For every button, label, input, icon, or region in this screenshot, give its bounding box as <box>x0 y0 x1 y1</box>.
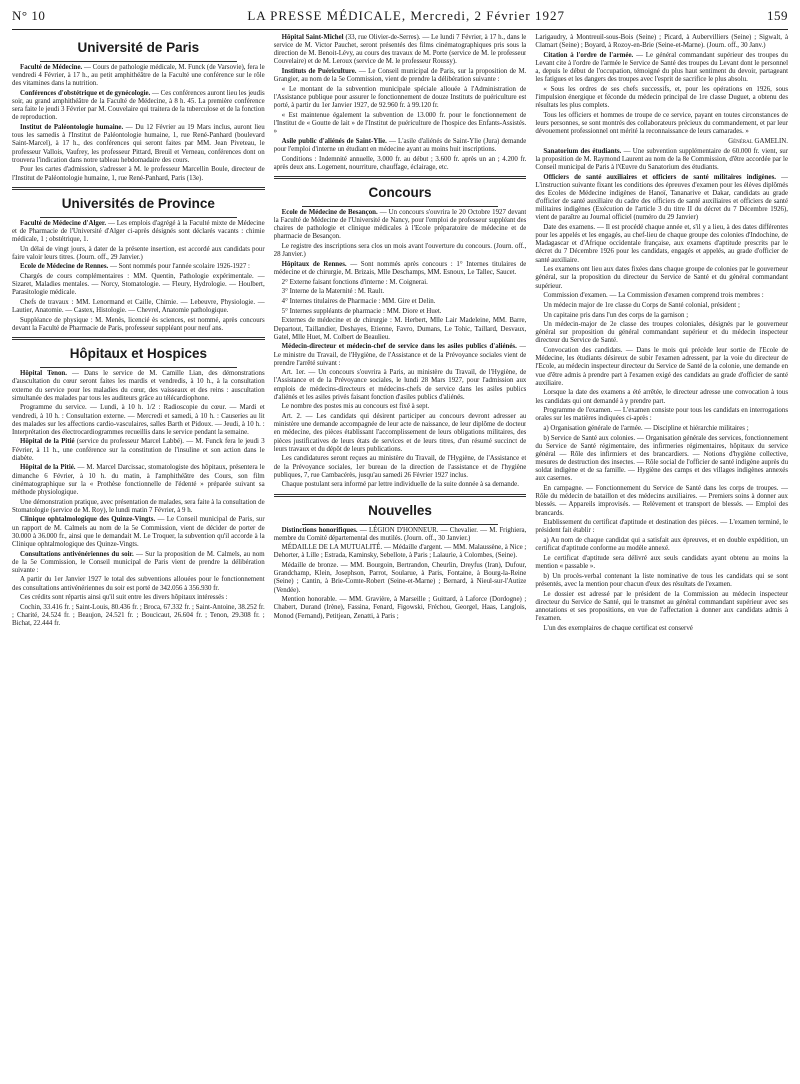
section-title-concours: Concours <box>368 185 432 200</box>
section-title-paris: Université de Paris <box>77 40 200 55</box>
item-text: — Ces conférences auront lieu les jeudis soir, au grand amphithéâtre de la Faculté de Médecine, à 8 h. 45. La première conférence sera faite le jeudi 3 Février par M. Couvelaire qui traitera de la tuberculose et de la fonction de reproduction. <box>12 89 265 122</box>
divider <box>274 494 527 497</box>
item-text: 2° Externe faisant fonctions d'interne : M. Coignerai. <box>281 278 428 286</box>
item-text: Art. 2. — Les candidats qui désirent participer au concours devront adresser au ministère une demande accompagnée de leur acte de naissance, de leur diplôme de docteur en médecine, des pièces établissant l'accomplissement de leurs obligations militaires, des pièces justificatives de leurs états de services et de leurs titres, d'un résumé succinct de leurs travaux et du dépôt de leurs publications. <box>273 413 527 453</box>
item-text: — Cours de pathologie médicale, M. Funck (de Varsovie), fera le vendredi 4 Février, à 17 h., au petit amphithéâtre de la Faculté une conférence sur le rôle des vitamines dans la nutrition. <box>12 64 265 88</box>
item-title: Conférences d'obstétrique et de gynécologie. <box>20 89 151 97</box>
item-text: — L'instruction suivante fixant les conditions des épreuves d'examen pour les élèves diplômés des Ecoles de Médecine indigènes de Hanoï, Tananarive et Dakar, candidats au grade d'officier de santé auxiliaire du cadre des officiers de santé auxiliaires et officiers de santé militaires indigènes (Exécution de l'article 3 du titre II du décret du 7 Décembre 1926), vient de paraître au Journal officiel (numéro du 29 Janvier) <box>535 173 789 222</box>
divider <box>40 367 237 368</box>
item-text: Une démonstration pratique, avec présentation de malades, sera faite à la consultation de Stomatologie (service de M. Roy), le lundi matin 7 Février, à 9 h. <box>12 498 265 514</box>
item-text: — LÉGION D'HONNEUR. — Chevalier. — M. Frighiera, membre du Comité départemental des mutilés. (Journ. off., 30 Janvier.) <box>273 526 527 542</box>
item-text: — L'asile d'aliénés de Saint-Ylie (Jura) demande pour l'emploi d'interne un étudiant en médecine ayant au moins huit inscriptions. <box>273 137 527 154</box>
journal-title: LA PRESSE MÉDICALE, Mercredi, 2 Février 1927 <box>247 8 566 23</box>
item-text: a) Organisation générale de l'armée. — Discipline et hiérarchie militaires ; <box>543 425 749 433</box>
item-text: Programme du service. — Lundi, à 10 h. 1/2 : Radioscopie du cœur. — Mardi et vendredi, à 10 h. : Consultation externe. — Mercredi et samedi, à 10 h. : Causeries au lit des malades sur les affections cardio-vasculaires, salles Barth et Pidoux. — Jeudi, à 10 h. : Interprétation des électrocardiogrammes recueillis dans le service pendant la semaine. <box>12 404 265 436</box>
item-title: Clinique ophtalmologique des Quinze-Vingts. <box>20 516 156 524</box>
item-text: Un médecin-major de 2e classe des troupes coloniales, désignés par le gouverneur général sur proposition du général commandant supérieur et du médecin inspecteur directeur du Service de Santé. <box>535 321 789 345</box>
column-1 <box>12 34 265 1084</box>
page-number: 159 <box>766 8 788 23</box>
divider <box>302 206 499 207</box>
section-title-hopitaux: Hôpitaux et Hospices <box>69 346 207 362</box>
item-text: Mention honorable. — MM. Gravière, à Marseille ; Guittard, à Laforce (Dordogne) ; Chabert, Durand (Irène), Fassina, Fenard, Figowski, Fréchou, Georgel, Haas, Langlois, Monod (Fernand), Petitjean, Zenatti, à Paris ; <box>273 596 527 620</box>
item-text: Médaille de bronze. — MM. Bourgoin, Bertrandon, Cheurlin, Dreyfus (Iran), Dufour, Grandchamp, Klein, Josephson, Parrot, Soularue, à Paris, Fontaine, à Bourg-la-Reine (Seine) ; Cantin, à Brie-Comte-Robert (Seine-et-Marne) ; Bernard, à Nieul-sur-l'Autize (Vendée). <box>273 562 527 594</box>
item-text: Le dossier est adressé par le président de la Commission au médecin inspecteur directeur du Service de Santé, qui le transmet au général commandant supérieur avec ses annotations et ses propositions, en vue de l'affectation à donner aux candidats admis à l'examen. <box>535 590 789 622</box>
item-text: Chargés de cours complémentaires : MM. Quentin, Pathologie expérimentale. — Sizaret, Maladies mentales. — Norcy, Stomatologie. — Fleury, Hydrologie. — Houlbert, Parasitologie médicale. <box>12 273 265 297</box>
item-text: — Sur la proposition de M. Calmels, au nom de la 5e Commission, le Conseil municipal de Paris vient de prendre la délibération suivante : <box>12 550 265 574</box>
item-text: Le nombre des postes mis au concours est fixé à sept. <box>281 403 430 411</box>
item-text: Date des examens. — Il est procédé chaque année et, s'il y a lieu, à des dates différentes pour les appelés et les engagés, au chef-lieu de chaque groupe des colonies d'Indochine, de Madagascar et d'Afrique occidentale française, aux examens d'aptitude prescrits par le décret du 7 Décembre 1926 pour les candidats, engagés et appelés, au grade d'officier de santé auxiliaire. <box>535 223 789 264</box>
item-text: Un médecin major de 1re classe du Corps de Santé colonial, président ; <box>543 301 740 309</box>
item-text: Les candidatures seront reçues au ministère du Travail, de l'Hygiène, de l'Assistance et de la Prévoyance sociales, 1er bureau de la direction de l'assistance et de l'hygiène publiques, 7, rue Cambacérès, jusqu'au samedi 26 Février 1927 inclus. <box>273 455 527 479</box>
item-text: b) Service de Santé aux colonies. — Organisation générale des services, fonctionnement du Service de Santé régimentaire, des infirmeries régimentaires, hôpitaux du service général — Rôle des infirmiers et des brancardiers. — Notions d'hygiène collective, mesures de destruction des insectes. — Rôle social de l'officier de santé indigène auprès du soldat indigène et de sa famille. — Hygiène des camps et des villages indigènes annexés aux casernes. <box>535 434 789 483</box>
item-text: Chefs de travaux : MM. Lenormand et Caille, Chimie. — Lebeuvre, Physiologie. — Lautier, Anatomie. — Castex, Histologie. — Chevrel, Anatomie pathologique. <box>12 299 265 315</box>
item-text: « Le montant de la subvention municipale spéciale allouée à l'Administration de l'Assistance publique pour assurer le fonctionnement de douze Instituts de puériculture est porté, à partir du 1er Janvier 1927, de 92.960 fr. à 99.120 fr. <box>273 85 527 110</box>
item-title: Officiers de santé auxiliaires et officiers de santé militaires indigènes. <box>543 173 776 181</box>
divider <box>12 187 265 190</box>
item-title: Médecin-directeur et médecin-chef de service dans les asiles publics d'aliénés. <box>281 343 517 351</box>
column-2 <box>274 34 527 1084</box>
item-text: L'un des exemplaires de chaque certificat est conservé <box>543 624 693 632</box>
item-text: — Une subvention supplémentaire de 60.000 fr. vient, sur la proposition de M. Raymond Laurent au nom de la 8e Commission, d'être accordée par le Conseil municipal de Paris à l'Œuvre du Sanatorium des étudiants. <box>535 147 789 171</box>
item-text: Etablissement du certificat d'aptitude et destination des pièces. — L'examen terminé, le président fait établir : <box>535 519 789 535</box>
item-text: Un délai de vingt jours, à dater de la présente insertion, est accordé aux candidats pour faire valoir leurs titres. (Journ. off., 29 Janvier.) <box>12 245 265 261</box>
divider <box>40 217 237 218</box>
item-text: — Sont nommés pour l'année scolaire 1926-1927 : <box>109 263 250 271</box>
item-text: (33, rue Olivier-de-Serres). — Le lundi 7 Février, à 17 h., dans le service de M. Victor Pauchet, seront présentés des films cinématographiques pris sous la direction de M. Benoit-Lévy, au cours des travaux de M. Porte (service de M. le professeur Couvelaire) et de M. Leroux (service de M. le professeur Roussy). <box>273 34 527 66</box>
item-title: Citation à l'ordre de l'armée. <box>543 51 634 59</box>
item-title: Ecole de Médecine de Besançon. <box>281 209 378 216</box>
item-title: Faculté de Médecine d'Alger. <box>20 219 107 227</box>
issue-number: N° 10 <box>12 8 46 23</box>
item-text: (service du professeur Marcel Labbé). — M. Funck fera le jeudi 3 Février, à 11 h., une conférence sur la constitution de l'insuline et son action dans le diabète. <box>12 438 265 462</box>
item-text: Conditions : Indemnité annuelle, 3.000 fr. au début ; 3.600 fr. après un an ; 4.200 fr. après deux ans. Logement, nourriture, chauffage, éclairage, etc. <box>273 155 527 171</box>
item-text: En campagne. — Fonctionnement du Service de Santé dans les corps de troupes. — Rôle du médecin de bataillon et des médecins auxiliaires. — Premiers soins à donner aux blessés. — Appareils improvisés. — Relèvement et transport de blessés. — Emploi des brancards. <box>535 485 789 517</box>
item-text: « Sous les ordres de ses chefs successifs, et, pour les opérations en 1926, sous l'impulsion énergique et féconde du médecin principal de 1re classe Duguet, a obtenu des résultats les plus complets. <box>535 85 789 110</box>
item-text: Cochin, 33.416 fr. ; Saint-Louis, 80.436 fr. ; Broca, 67.332 fr. ; Saint-Antoine, 38.252 fr. ; Charité, 24.524 fr. ; Beaujon, 24.521 fr. ; Boucicaut, 26.604 fr. ; Tenon, 29.308 fr. ; Bichat, 22.444 fr. <box>12 603 265 628</box>
item-title: Institut de Paléontologie humaine. <box>20 124 124 132</box>
item-text: a) Au nom de chaque candidat qui a satisfait aux épreuves, et en double expédition, un certificat d'aptitude conforme au modèle annexé. <box>535 537 789 553</box>
item-title: Hôpital de la Pitié. <box>20 464 76 472</box>
item-text: Convocation des candidats. — Dans le mois qui précède leur sortie de l'Ecole de Médecine, les étudiants désireux de subir l'examen adressent, par la voie du directeur de l'Ecole, au médecin inspecteur directeur du Service de Santé de la colonie, une demande en vue d'être admis à prendre part à l'examen exigé des candidats au grade d'officier de santé auxiliaire. <box>535 347 789 387</box>
item-title: Sanatorium des étudiants. <box>543 147 622 155</box>
item-text: — Sont nommés après concours : 1° Internes titulaires de médecine et de chirurgie, M. Brizais, Mlle Deschamps, MM. Esnoux, Le Tallec, Saucet. <box>273 260 527 277</box>
item-text: — Dans le service de M. Camille Lian, des démonstrations d'auscultation du cœur seront faites les mardis et vendredis, à 10 h., à la consultation externe du service pour les maladies du cœur, des vaisseaux et des reins : auscultation simultanée des malades par tous les auditeurs grâce au télécardiophone. <box>12 370 265 402</box>
section-title-province: Universités de Province <box>61 195 215 211</box>
item-text: Externes de médecine et de chirurgie : M. Herbert, Mlle Lair Madeleine, MM. Barre, Departout, Taillandier, Deshayes, Etienne, Favro, Dumans, Le Tohic, Taillard, Desvaux, Gatel, Mlle Huet, M. Colbert de Beaulieu. <box>273 317 527 341</box>
columns <box>12 34 788 1084</box>
item-title: Consultations antivénériennes du soir. <box>20 550 134 558</box>
item-text: 3° Interne de la Maternité : M. Rault. <box>281 288 385 296</box>
item-text: Lorsque la date des examens a été arrêtée, le directeur adresse une convocation à tous les candidats qui ont demandé à y prendre part. <box>535 389 789 405</box>
page-header <box>12 8 788 30</box>
item-text: Un capitaine pris dans l'un des corps de la garnison ; <box>543 311 689 319</box>
signature: Général GAMELIN. <box>728 137 789 145</box>
item-text: 5° Internes suppléants de pharmacie : MM. Diore et Huet. <box>281 307 442 315</box>
item-text: — Un concours s'ouvrira le 20 Octobre 1927 devant la Faculté de Médecine de l'Université de Nancy, pour l'emploi de professeur suppléant des chaires de pathologie et clinique médicales à l'Ecole préparatoire de médecine et de pharmacie de Besançon. <box>273 209 527 241</box>
item-text: Le certificat d'aptitude sera délivré aux seuls candidats ayant obtenu au moins la mention « passable ». <box>535 554 789 571</box>
item-title: Hôpital de la Pitié <box>20 438 75 446</box>
item-title: Distinctions honorifiques. <box>281 526 358 534</box>
item-title: Hôpitaux de Rennes. <box>281 260 347 268</box>
item-text: Art. 1er. — Un concours s'ouvrira à Paris, au ministère du Travail, de l'Hygiène, de l'Assistance et de la Prévoyance sociales, le lundi 28 Mars 1927, pour l'admission aux emplois de médecins-directeurs et médecins-chefs de service dans les asiles publics d'aliénés et les asiles privés faisant fonction d'asiles publics d'aliénés. <box>273 369 527 401</box>
item-text: Larigaudry, à Montreuil-sous-Bois (Seine) ; Picard, à Aubervilliers (Seine) ; Sigwalt, à Clamart (Seine) ; Boyard, à Rozoy-en-Brie (Seine-et-Marne). (Journ. off., 30 Janv.) <box>535 34 789 50</box>
item-text: Suppléance de physique : M. Menès, licencié ès sciences, est nommé, après concours devant la Faculté de Pharmacie de Paris, professeur suppléant pour neuf ans. <box>12 316 265 333</box>
item-text: — Les emplois d'agrégé à la Faculté mixte de Médecine et de Pharmacie de l'Université d'Alger ci-après désignés sont déclarés vacants : chimie médicale, 1 ; obstétrique, 1. <box>12 219 265 243</box>
item-text: Pour les cartes d'admission, s'adresser à M. le professeur Marcellin Boule, directeur de l'Institut de Paléontologie humaine, 1, rue René-Panhard, Paris (13e). <box>12 166 265 182</box>
section-title-nouvelles: Nouvelles <box>368 502 432 518</box>
item-text: A partir du 1er Janvier 1927 le total des subventions allouées pour le fonctionnement des consultations antivénériennes du soir est porté de 342.056 à 356.930 fr. <box>12 576 265 592</box>
item-title: Instituts de Puériculture. <box>281 68 357 76</box>
item-text: — Le Conseil municipal de Paris, sur un rapport de M. Calmels au nom de la 5e Commission, vient de décider de porter de 30.000 à 36.000 fr., ainsi que le demandait M. Le Troquer, la subvention qu'il accorde à la Clinique ophtalmologique des Quinze-Vingts. <box>12 516 265 548</box>
item-text: Commission d'examen. — La Commission d'examen comprend trois membres : <box>543 292 764 300</box>
divider <box>12 337 265 340</box>
item-title: Asile public d'aliénés de Saint-Ylie. <box>281 137 387 145</box>
item-text: Programme de l'examen. — L'examen consiste pour tous les candidats en interrogations orales sur les matières indiquées ci-après : <box>535 407 789 423</box>
item-text: Tous les officiers et hommes de troupe de ce service, payant en toutes circonstances de leurs personnes, se sont montrés des collaborateurs précieux du commandement, et par leur dévouement professionnel ont mérité la reconnaissance de leurs camarades. » <box>535 111 789 136</box>
item-title: Faculté de Médecine. <box>20 64 83 71</box>
item-title: Ecole de Médecine de Rennes. <box>20 263 109 271</box>
item-title: Hôpital Tenon. <box>20 370 67 378</box>
item-text: Les examens ont lieu aux dates fixées dans chaque groupe de colonies par le gouverneur général, sur la proposition du directeur du Service de Santé et du général commandant supérieur. <box>535 266 789 290</box>
item-text: b) Un procès-verbal contenant la liste nominative de tous les candidats qui se sont présentés, avec la mention pour chacun d'eux des résultats de l'examen. <box>535 572 789 588</box>
item-text: — Le ministre du Travail, de l'Hygiène, de l'Assistance et de la Prévoyance sociales vient de prendre l'arrêté suivant : <box>273 343 527 367</box>
column-3 <box>535 34 788 1084</box>
item-text: 4° Internes titulaires de Pharmacie : MM. Gire et Delin. <box>281 298 436 306</box>
item-title: Hôpital Saint-Michel <box>281 34 344 41</box>
item-text: — M. Marcel Darcissac, stomatologiste des hôpitaux, présentera le dimanche 6 Février, à 10 h. du matin, à l'amphithéâtre des Cours, son film cinématographique sur la « Prothèse fonctionnelle de l'édenté » préparée suivant sa méthode physiologique. <box>12 464 265 496</box>
item-text: — Le général commandant supérieur des troupes du Levant cite à l'ordre de l'armée le Service de Santé des troupes du Levant dont le personnel a, depuis le début de l'occupation, témoigné du plus haut sentiment du devoir, partageant les fatigues et les dangers des troupes avec l'esprit de sacrifice le plus absolu. <box>535 51 789 84</box>
divider <box>302 524 499 525</box>
item-text: — Le Conseil municipal de Paris, sur la proposition de M. Grangier, au nom de la 5e Commission, vient de prendre la délibération suivante : <box>273 68 527 84</box>
item-text: — Du 12 Février au 19 Mars inclus, auront lieu tous les samedis à l'Institut de Paléontologie humaine, 1, rue René-Panhard (boulevard Saint-Marcel), à 17 h., des conférences qui seront faites par MM. Jean Piveteau, le professeur Vallois, Vaufrey, les professeur Pittard, Breuil et Verneau, conférences dont on trouvera l'indication dans notre tableau hebdomadaire des cours. <box>12 124 265 164</box>
item-text: MÉDAILLE DE LA MUTUALITÉ. — Médaille d'argent. — MM. Malaussène, à Nice ; Dehorter, à Lille ; Estrada, Kaminsky, Sebellote, à Paris ; Lalaurie, à Colombes, (Seine). <box>273 544 527 560</box>
item-text: Ces crédits sont répartis ainsi qu'il suit entre les divers hôpitaux intéressés : <box>20 594 228 602</box>
divider <box>40 61 237 62</box>
divider <box>274 176 527 179</box>
item-text: « Est maintenue également la subvention de 13.000 fr. pour le fonctionnement de l'Institut de « Goutte de lait » de l'Institut de puériculture de l'hospice des Enfants-Assistés. » <box>273 111 527 136</box>
item-text: Le registre des inscriptions sera clos un mois avant l'ouverture du concours. (Journ. off., 28 Janvier.) <box>273 243 527 259</box>
item-text: Chaque postulant sera informé par lettre individuelle de la suite donnée à sa demande. <box>281 481 519 489</box>
